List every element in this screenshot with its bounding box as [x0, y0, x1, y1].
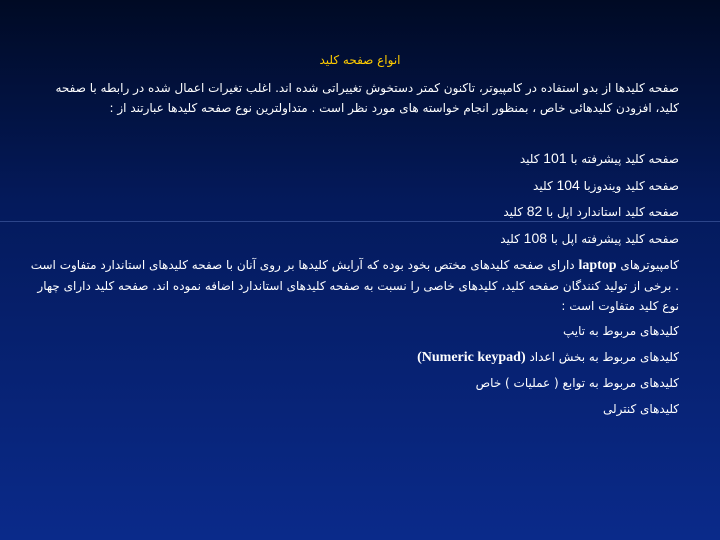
divider-line [0, 221, 720, 222]
key-group-control: کلیدهای کنترلی [602, 402, 679, 416]
key-group-numeric: کلیدهای مربوط به بخش اعداد (Numeric keypad) [417, 350, 679, 365]
key-group-typing: کلیدهای مربوط به تایپ [562, 324, 679, 338]
laptop-term: laptop [578, 258, 617, 273]
keyboard-type-item: صفحه کلید ویندوزبا 104 کلید [533, 177, 679, 193]
keyboard-type-item: صفحه کلید پیشرفته اپل با 108 کلید [500, 230, 679, 246]
keyboard-type-item: صفحه کلید پیشرفته با 101 کلید [519, 150, 679, 166]
intro-paragraph: صفحه کلیدها از بدو استفاده در کامپیوتر، تاکنون کمتر دستخوش تغییراتی شده اند. اغلب تغیرات اعمال شده در رابطه با صفحه کلید، افزودن کلیدهائی خاص ، بمنظور انجام خواسته های مورد نظر است . متداولترین نوع صفحه کلیدها عبارتند از : [55, 81, 679, 115]
laptop-paragraph: کامپیوترهای laptop دارای صفحه کلیدهای مختص بخود بوده که آرایش کلیدها بر روی آنان با صفحه کلیدهای استاندارد متفاوت است . برخی از تولید کنندگان صفحه کلید، کلیدهای خاصی را نسبت به صفحه کلیدهای استاندارد اضافه نموده اند. صفحه کلید دارای چهار نوع کلید متفاوت است : [30, 258, 679, 313]
slide-title: انواع صفحه کلید [319, 53, 401, 67]
key-group-functions: کلیدهای مربوط به توابع ( عملیات ) خاص [475, 376, 679, 390]
keyboard-type-item: صفحه کلید استاندارد اپل با 82 کلید [503, 203, 679, 219]
numeric-keypad-term: (Numeric keypad) [417, 350, 526, 365]
